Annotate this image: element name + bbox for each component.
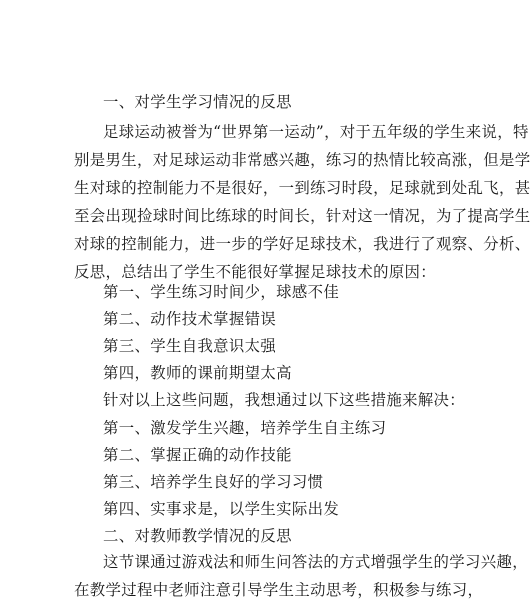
paragraph-1-line-4: 至会出现捡球时间比练球的时间长，针对这一情况，为了提高学生 xyxy=(74,207,530,225)
measure-item-1: 第一、激发学生兴趣，培养学生自主练习 xyxy=(103,419,387,437)
section-1-heading: 一、对学生学习情况的反思 xyxy=(103,93,292,111)
paragraph-1-line-6: 反思，总结出了学生不能很好掌握足球技术的原因： xyxy=(74,263,437,281)
cause-item-3: 第三、学生自我意识太强 xyxy=(103,337,277,355)
cause-item-2: 第二、动作技术掌握错误 xyxy=(103,310,277,328)
cause-item-1: 第一、学生练习时间少，球感不佳 xyxy=(103,283,340,301)
paragraph-1-line-2: 别是男生，对足球运动非常感兴趣，练习的热情比较高涨，但是学 xyxy=(74,151,530,169)
paragraph-2-line-2: 在教学过程中老师注意引导学生主动思考，积极参与练习， xyxy=(74,581,484,599)
measure-item-3: 第三、培养学生良好的学习习惯 xyxy=(103,473,324,491)
measure-item-2: 第二、掌握正确的动作技能 xyxy=(103,446,292,464)
paragraph-1-line-5: 对球的控制能力，进一步的学好足球技术，我进行了观察、分析、 xyxy=(74,235,530,253)
paragraph-1-line-1: 足球运动被誉为“世界第一运动”，对于五年级的学生来说，特 xyxy=(103,123,529,141)
measure-item-4: 第四、实事求是，以学生实际出发 xyxy=(103,500,340,518)
section-2-heading: 二、对教师教学情况的反思 xyxy=(103,527,292,545)
cause-item-4: 第四，教师的课前期望太高 xyxy=(103,364,292,382)
measures-intro: 针对以上这些问题，我想通过以下这些措施来解决： xyxy=(103,391,466,409)
paragraph-2-line-1: 这节课通过游戏法和师生问答法的方式增强学生的学习兴趣， xyxy=(103,553,528,571)
paragraph-1-line-3: 生对球的控制能力不是很好，一到练习时段，足球就到处乱飞，甚 xyxy=(74,179,530,197)
